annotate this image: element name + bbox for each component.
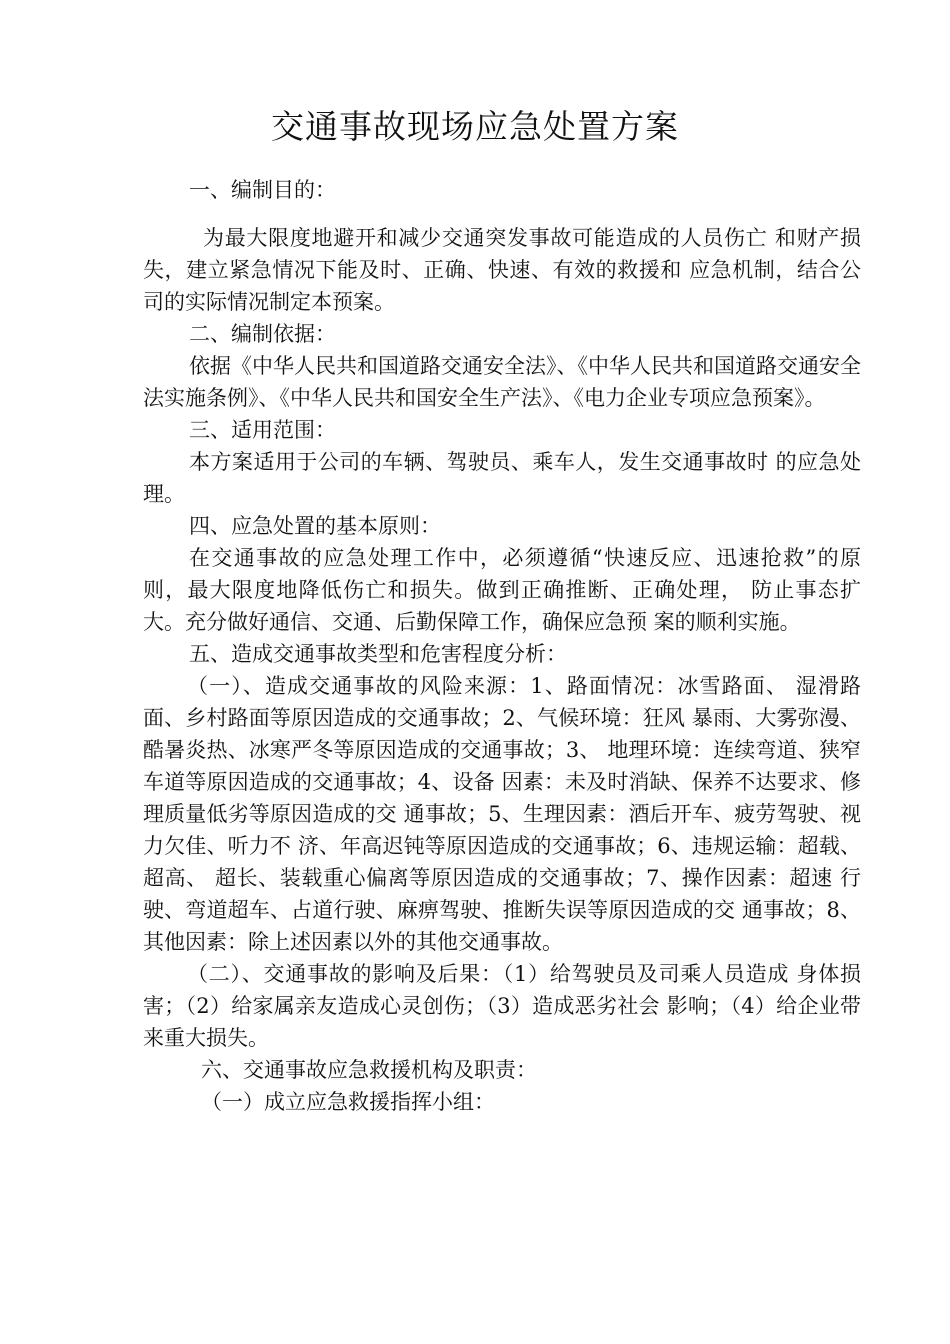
paragraph-purpose: 为最大限度地避开和减少交通突发事故可能造成的人员伤亡 和财产损失，建立紧急情况下能及时、正确、快速、有效的救援和 应急机制，结合公司的实际情况制定本预案。 [143, 226, 861, 314]
section-heading-analysis: 五、造成交通事故类型和危害程度分析： [189, 642, 567, 666]
paragraph-risk-sources: （一）、造成交通事故的风险来源：1、路面情况：冰雪路面、 湿滑路面、乡村路面等原因造成的交通事故；2、气候环境：狂风 暴雨、大雾弥漫、酷暑炎热、冰寒严冬等原因造成的交通事故；3、 地理环境：连续弯道、狭窄车道等原因造成的交通事故；4、设备 因素：未及时消缺、保养不达要求、修理质量低劣等原因造成的交 通事故；5、生理因素：酒后开车、疲劳驾驶、视力欠佳、听力不 济、年高迟钝等原因造成的交通事故；6、违规运输：超载、超高、 超长、装载重心偏离等原因造成的交通事故；7、操作因素：超速 行驶、弯道超车、占道行驶、麻痹驾驶、推断失误等原因造成的交 通事故；8、其他因素：除上述因素以外的其他交通事故。 [143, 674, 861, 954]
document-body [143, 174, 861, 1118]
section-heading-organization: 六、交通事故应急救援机构及职责： [201, 1058, 537, 1082]
paragraph-scope: 本方案适用于公司的车辆、驾驶员、乘车人，发生交通事故时 的应急处理。 [143, 450, 861, 506]
document-title: 交通事故现场应急处置方案 [271, 107, 679, 146]
paragraph-basis: 依据《中华人民共和国道路交通安全法》、《中华人民共和国道路交通安全法实施条例》、《中华人民共和国安全生产法》、《电力企业专项应急预案》。 [143, 354, 861, 410]
section-heading-principles: 四、应急处置的基本原则： [189, 514, 441, 538]
paragraph-principles: 在交通事故的应急处理工作中，必须遵循“快速反应、迅速抢救”的原则，最大限度地降低伤亡和损失。做到正确推断、正确处理， 防止事态扩大。充分做好通信、交通、后勤保障工作，确保应急预 案的顺利实施。 [143, 546, 861, 634]
section-heading-basis: 二、编制依据： [189, 322, 336, 346]
section-heading-purpose: 一、编制目的： [189, 178, 336, 202]
section-heading-scope: 三、适用范围： [189, 418, 336, 442]
subsection-heading-command-group: （一）成立应急救援指挥小组： [201, 1090, 495, 1114]
paragraph-consequences: （二）、交通事故的影响及后果：（1）给驾驶员及司乘人员造成 身体损害；（2）给家属亲友造成心灵创伤；（3）造成恶劣社会 影响；（4）给企业带来重大损失。 [143, 962, 861, 1050]
